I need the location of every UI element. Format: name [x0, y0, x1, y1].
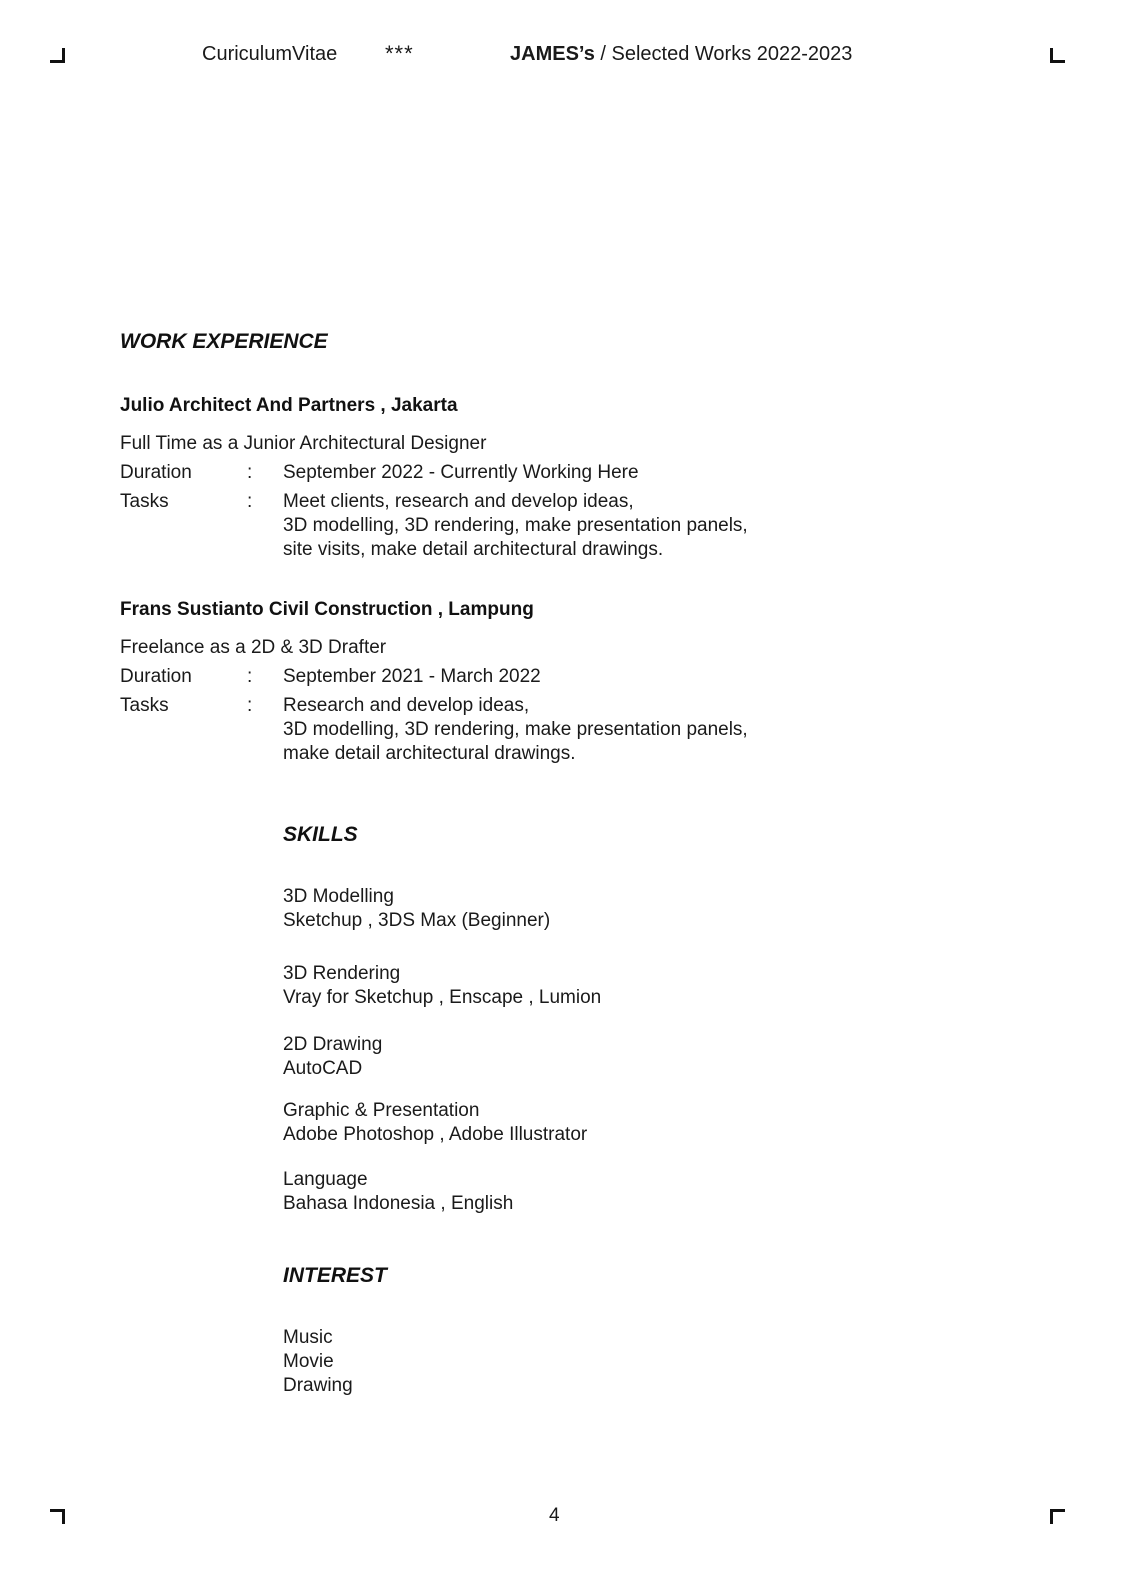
skill-name: 3D Modelling [283, 886, 394, 907]
tasks-label: Tasks [120, 695, 169, 716]
colon: : [247, 462, 253, 483]
skill-name: 3D Rendering [283, 963, 401, 984]
skill-tools: Bahasa Indonesia , English [283, 1193, 514, 1214]
tasks-label: Tasks [120, 491, 169, 512]
duration-value: September 2021 - March 2022 [283, 666, 541, 687]
task-line: Meet clients, research and develop ideas, [283, 491, 634, 512]
skill-item [283, 1099, 587, 1147]
skill-name: Language [283, 1169, 368, 1190]
task-line: 3D modelling, 3D rendering, make presentation panels, [283, 719, 748, 740]
skill-item [283, 1168, 513, 1216]
crop-mark-bottom-left [50, 1509, 65, 1524]
section-title-interest: INTEREST [283, 1264, 387, 1287]
colon: : [247, 695, 253, 716]
job-company: Julio Architect And Partners , Jakarta [120, 395, 458, 416]
task-line: make detail architectural drawings. [283, 743, 576, 764]
job-company: Frans Sustianto Civil Construction , Lampung [120, 599, 534, 620]
header-stars: *** [385, 41, 414, 66]
crop-mark-top-right [1050, 48, 1065, 63]
duration-label: Duration [120, 666, 192, 687]
section-title-skills: SKILLS [283, 823, 358, 846]
colon: : [247, 666, 253, 687]
job-role: Freelance as a 2D & 3D Drafter [120, 637, 387, 658]
interest-item: Music [283, 1327, 333, 1348]
skill-item [283, 885, 550, 933]
skill-tools: AutoCAD [283, 1058, 363, 1079]
skill-item [283, 962, 601, 1010]
skill-tools: Sketchup , 3DS Max (Beginner) [283, 910, 551, 931]
header-right-title [510, 42, 852, 66]
skill-name: 2D Drawing [283, 1034, 383, 1055]
section-title-work-experience: WORK EXPERIENCE [120, 330, 328, 353]
job-role: Full Time as a Junior Architectural Designer [120, 433, 487, 454]
skill-tools: Vray for Sketchup , Enscape , Lumion [283, 987, 602, 1008]
tasks-value [283, 490, 748, 562]
duration-label: Duration [120, 462, 192, 483]
task-line: Research and develop ideas, [283, 695, 530, 716]
duration-value: September 2022 - Currently Working Here [283, 462, 639, 483]
skill-item [283, 1033, 382, 1081]
header-subtitle: / Selected Works 2022-2023 [594, 43, 853, 65]
interest-list [283, 1326, 353, 1398]
crop-mark-bottom-right [1050, 1509, 1065, 1524]
crop-mark-top-left [50, 48, 65, 63]
task-line: 3D modelling, 3D rendering, make presentation panels, [283, 515, 748, 536]
skill-name: Graphic & Presentation [283, 1100, 480, 1121]
page-number: 4 [549, 1505, 560, 1526]
header-name: JAMES’s [510, 43, 595, 65]
interest-item: Movie [283, 1351, 334, 1372]
colon: : [247, 491, 253, 512]
tasks-value [283, 694, 748, 766]
header-left-title: CuriculumVitae [202, 43, 338, 65]
skill-tools: Adobe Photoshop , Adobe Illustrator [283, 1124, 588, 1145]
task-line: site visits, make detail architectural drawings. [283, 539, 664, 560]
interest-item: Drawing [283, 1375, 353, 1396]
